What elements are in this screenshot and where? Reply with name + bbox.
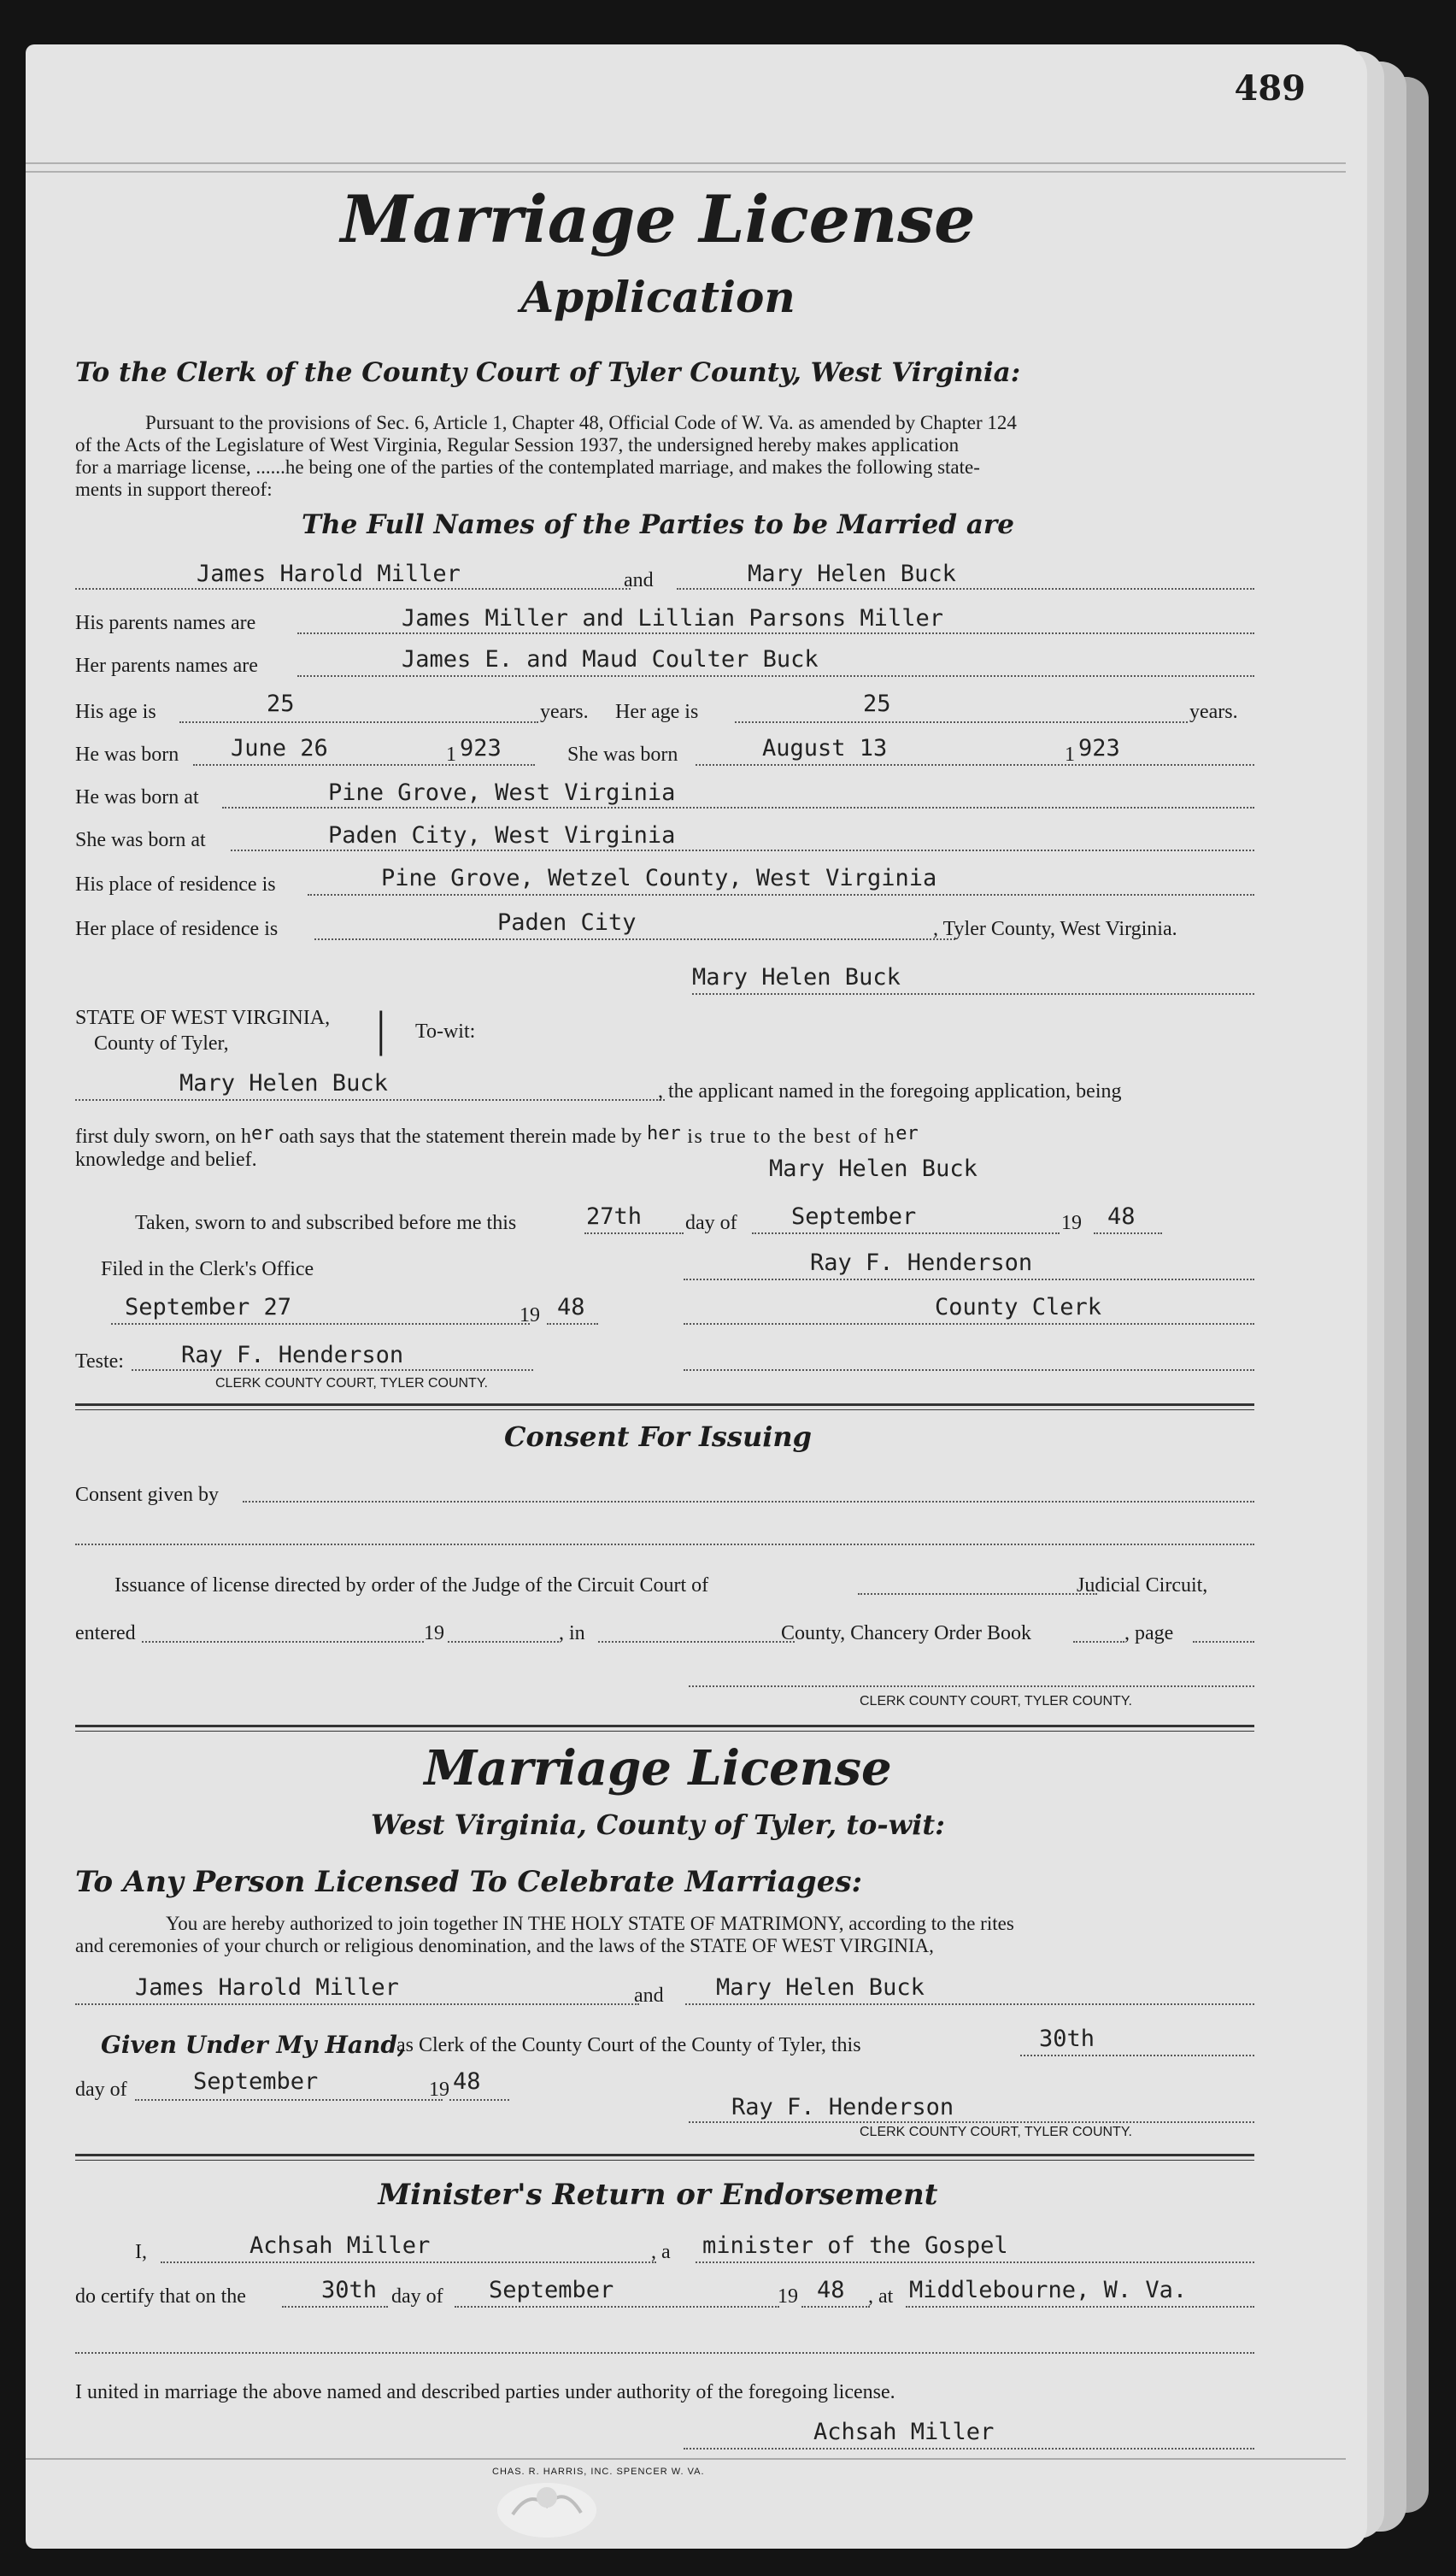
license-clerk-caption: CLERK COUNTY COURT, TYLER COUNTY.: [860, 2125, 1132, 2139]
sworn-month: September: [791, 1203, 917, 1230]
she-born-year: 923: [1078, 735, 1120, 762]
subtitle: Application: [520, 272, 796, 322]
intro-line: for a marriage license, ......he being one of the parties of the contemplated marriage, and makes the following state-: [75, 456, 980, 478]
to-clerk-heading: To the Clerk of the County Court of Tyler County, West Virginia:: [75, 357, 1021, 388]
section-rule-2: [75, 1725, 1254, 1732]
certify-year: 48: [817, 2277, 845, 2303]
groom-name-line: [75, 588, 631, 590]
his-age-value: 25: [267, 691, 295, 717]
authorized-line: You are hereby authorized to join together IN THE HOLY STATE OF MATRIMONY, according to the rites: [166, 1913, 1014, 1934]
years-label-1: years.: [540, 701, 589, 723]
affidavit-line-3: knowledge and belief.: [75, 1149, 257, 1171]
her-parents-line: [297, 675, 1254, 677]
she-born-at-label: She was born at: [75, 829, 206, 851]
clerk-signature: Ray F. Henderson: [810, 1250, 1033, 1276]
given-year: 48: [453, 2068, 481, 2095]
sworn-text: Taken, sworn to and subscribed before me this: [135, 1212, 517, 1234]
she-born-label: She was born: [567, 744, 678, 766]
he-born-date: June 26: [231, 735, 328, 762]
in-label: , in: [559, 1622, 585, 1644]
his-residence-value: Pine Grove, Wetzel County, West Virginia: [381, 865, 937, 891]
she-born-at-value: Paden City, West Virginia: [328, 822, 676, 849]
given-day-line: [1020, 2055, 1254, 2056]
certify-place: Middlebourne, W. Va.: [909, 2277, 1188, 2303]
top-rule-2: [26, 171, 1346, 173]
sworn-nineteen: 19: [1061, 1212, 1082, 1234]
affidavit-text-a: first duly sworn, on h: [75, 1126, 251, 1148]
she-born-at-line: [231, 850, 1254, 851]
page-number: 489: [1234, 68, 1306, 109]
authorized-paragraph: [75, 1913, 1271, 1957]
consent-line-2: [75, 1544, 1254, 1545]
full-names-heading: The Full Names of the Parties to be Married are: [302, 509, 1014, 540]
license-clerk-signature: Ray F. Henderson: [731, 2094, 954, 2120]
years-label-2: years.: [1189, 701, 1238, 723]
entered-nineteen: 19: [424, 1622, 444, 1644]
certify-year-line: [801, 2306, 870, 2308]
he-born-year: 923: [460, 735, 502, 762]
affidavit-text-c: is true to the best of h: [680, 1126, 896, 1148]
her-residence-line: [314, 938, 955, 940]
entered-line: [142, 1641, 424, 1643]
i-label: I,: [135, 2241, 147, 2263]
judicial-circuit-label: Judicial Circuit,: [1077, 1574, 1208, 1597]
certify-text: do certify that on the: [75, 2285, 246, 2308]
given-under: Given Under My Hand,: [101, 2031, 406, 2059]
filed-year-line: [547, 1323, 598, 1325]
sworn-year-line: [1094, 1232, 1162, 1234]
license-bride-name: Mary Helen Buck: [716, 1974, 925, 2001]
applicant-signature: Mary Helen Buck: [692, 964, 901, 991]
bottom-rule: [26, 2458, 1346, 2460]
filed-year: 48: [557, 1294, 585, 1320]
filed-date: September 27: [125, 1294, 292, 1320]
consent-label: Consent given by: [75, 1484, 219, 1506]
given-month: September: [193, 2068, 319, 2095]
her-age-line: [735, 721, 1188, 723]
affiant-name: Mary Helen Buck: [179, 1070, 388, 1097]
consent-clerk-caption: CLERK COUNTY COURT, TYLER COUNTY.: [860, 1694, 1132, 1709]
license-groom-name: James Harold Miller: [135, 1974, 399, 2001]
his-residence-line: [308, 894, 1254, 896]
minister-name-line: [161, 2261, 656, 2263]
and-label: and: [624, 569, 654, 591]
sworn-day: 27th: [586, 1203, 643, 1230]
minister-title: minister of the Gospel: [702, 2232, 1008, 2259]
affidavit-line-1: , the applicant named in the foregoing application, being: [658, 1080, 1122, 1103]
affidavit-her: her: [647, 1123, 681, 1144]
brace: |: [376, 1001, 386, 1056]
sworn-month-line: [752, 1232, 1060, 1234]
bride-name: Mary Helen Buck: [748, 561, 956, 587]
affiant-signature: Mary Helen Buck: [769, 1156, 978, 1182]
given-nineteen: 19: [429, 2079, 449, 2101]
his-parents-label: His parents names are: [75, 612, 256, 634]
intro-paragraph: [75, 412, 1271, 501]
clerk-signature-line: [684, 1279, 1254, 1280]
groom-name: James Harold Miller: [197, 561, 461, 587]
consent-clerk-line: [689, 1685, 1254, 1687]
book-line: [1073, 1641, 1124, 1643]
he-born-line: [193, 764, 535, 766]
certify-month-line: [455, 2306, 779, 2308]
section-rule-3: [75, 2154, 1254, 2161]
top-rule: [26, 162, 1346, 164]
he-born-at-value: Pine Grove, West Virginia: [328, 779, 676, 806]
given-year-line: [449, 2099, 509, 2101]
her-residence-value: Paden City: [497, 909, 637, 936]
license-title: Marriage License: [424, 1740, 892, 1797]
affidavit-line-2: [75, 1123, 919, 1149]
license-subtitle: West Virginia, County of Tyler, to-wit:: [371, 1808, 945, 1841]
certify-day-line: [282, 2306, 388, 2308]
he-born-at-label: He was born at: [75, 786, 199, 809]
her-parents-label: Her parents names are: [75, 655, 258, 677]
filed-label: Filed in the Clerk's Office: [101, 1258, 314, 1280]
license-clerk-line: [689, 2121, 1254, 2123]
document-page: [26, 44, 1367, 2549]
consent-line-1: [243, 1501, 1254, 1503]
given-day-of: day of: [75, 2079, 127, 2101]
he-born-at-line: [222, 807, 1254, 809]
her-residence-suffix: , Tyler County, West Virginia.: [933, 918, 1177, 940]
license-groom-line: [75, 2003, 639, 2005]
county-line: [598, 1641, 795, 1643]
affidavit-er-1: er: [251, 1123, 274, 1144]
her-age-label: Her age is: [615, 701, 699, 723]
united-text: I united in marriage the above named and described parties under authority of the foregoing license.: [75, 2381, 895, 2403]
to-any-person: To Any Person Licensed To Celebrate Marriages:: [75, 1865, 863, 1899]
entered-label: entered: [75, 1622, 136, 1644]
to-wit-label: To-wit:: [415, 1020, 476, 1043]
his-age-line: [179, 721, 538, 723]
entered-year-line: [448, 1641, 559, 1643]
sworn-year: 48: [1107, 1203, 1136, 1230]
he-born-year-prefix: 1: [446, 744, 456, 766]
affidavit-text-b: oath says that the statement therein made by: [273, 1126, 648, 1148]
his-parents-value: James Miller and Lillian Parsons Miller: [402, 605, 943, 632]
sworn-day-line: [584, 1232, 684, 1234]
filed-nineteen: 19: [520, 1304, 540, 1326]
affiant-name-line: [75, 1099, 665, 1101]
minister-blank-line: [75, 2352, 1254, 2354]
his-age-label: His age is: [75, 701, 156, 723]
page-label: , page: [1124, 1622, 1174, 1644]
teste-line: [132, 1369, 533, 1371]
clerk-title-line: [684, 1323, 1254, 1325]
seal-mark: [487, 2463, 607, 2540]
minister-signature: Achsah Miller: [813, 2419, 995, 2445]
certify-month: September: [489, 2277, 614, 2303]
his-parents-line: [297, 632, 1254, 634]
teste-right-line: [684, 1369, 1254, 1371]
section-rule-1: [75, 1403, 1254, 1410]
his-residence-label: His place of residence is: [75, 873, 276, 896]
license-and-label: and: [634, 1985, 664, 2007]
teste-name: Ray F. Henderson: [181, 1342, 404, 1368]
minister-signature-line: [684, 2448, 1254, 2450]
consent-heading: Consent For Issuing: [503, 1420, 812, 1453]
filed-date-line: [111, 1323, 530, 1325]
certify-day: 30th: [321, 2277, 378, 2303]
intro-line: Pursuant to the provisions of Sec. 6, Article 1, Chapter 48, Official Code of W. Va. as amended by Chapter 124: [145, 412, 1017, 433]
clerk-title: County Clerk: [935, 1294, 1102, 1320]
he-born-label: He was born: [75, 744, 179, 766]
state-line-2: County of Tyler,: [94, 1032, 229, 1055]
certify-day-of: day of: [391, 2285, 443, 2308]
certify-place-line: [906, 2306, 1254, 2308]
given-text: as Clerk of the County Court of the County of Tyler, this: [396, 2034, 861, 2056]
page-line: [1193, 1641, 1254, 1643]
teste-caption: CLERK COUNTY COURT, TYLER COUNTY.: [215, 1376, 488, 1391]
issuance-line: [858, 1593, 1097, 1595]
she-born-year-prefix: 1: [1065, 744, 1075, 766]
minister-name: Achsah Miller: [250, 2232, 431, 2259]
printer-imprint: CHAS. R. HARRIS, INC. SPENCER W. VA.: [492, 2467, 705, 2477]
her-age-value: 25: [863, 691, 891, 717]
her-parents-value: James E. and Maud Coulter Buck: [402, 646, 819, 673]
a-label: , a: [651, 2241, 671, 2263]
title: Marriage License: [340, 181, 976, 257]
she-born-line: [696, 764, 1254, 766]
bride-name-line: [677, 588, 1254, 590]
chancery-text: County, Chancery Order Book: [781, 1622, 1032, 1644]
teste-label: Teste:: [75, 1350, 124, 1373]
affidavit-er-2: er: [895, 1123, 919, 1144]
issuance-text: Issuance of license directed by order of the Judge of the Circuit Court of: [114, 1574, 709, 1597]
minister-heading: Minister's Return or Endorsement: [378, 2178, 938, 2212]
her-residence-label: Her place of residence is: [75, 918, 279, 940]
given-day: 30th: [1039, 2026, 1095, 2052]
license-bride-line: [685, 2003, 1254, 2005]
day-of-label: day of: [685, 1212, 737, 1234]
given-month-line: [135, 2099, 443, 2101]
state-line-1: STATE OF WEST VIRGINIA,: [75, 1007, 331, 1029]
applicant-signature-line: [692, 993, 1254, 995]
certify-nineteen: 19: [778, 2285, 798, 2308]
she-born-date: August 13: [762, 735, 888, 762]
at-label: , at: [868, 2285, 894, 2308]
intro-line: ments in support thereof:: [75, 479, 273, 500]
intro-line: of the Acts of the Legislature of West Virginia, Regular Session 1937, the undersigned hereby makes application: [75, 434, 960, 456]
minister-title-line: [696, 2261, 1254, 2263]
authorized-line: and ceremonies of your church or religious denomination, and the laws of the STATE OF WEST VIRGINIA,: [75, 1935, 934, 1956]
